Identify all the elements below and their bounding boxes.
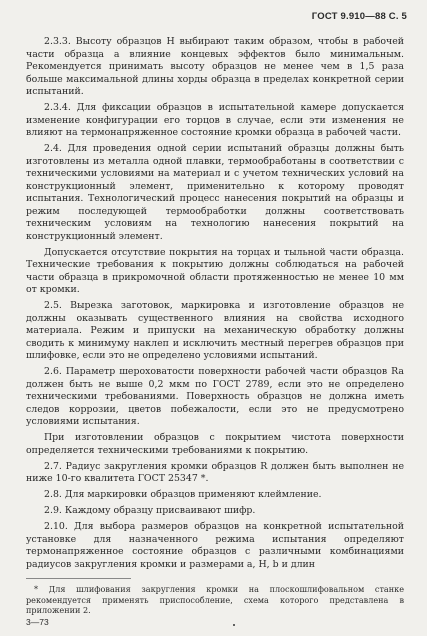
footnote: * Для шлифования закругления кромки на плоскошлифовальном станке рекомендуется применять приспособление, схема которого представлена в приложении 2. bbox=[26, 584, 404, 615]
paragraph-2-7: 2.7. Радиус закругления кромки образцов R должен быть выполнен не ниже 10-го квалитета ГОСТ 25347 *. bbox=[26, 460, 404, 484]
page-mark bbox=[233, 624, 235, 626]
paragraph-2-8: 2.8. Для маркировки образцов применяют клеймление. bbox=[44, 489, 322, 500]
paragraph-coating: Допускается отсутствие покрытия на торцах и тыльной части образца. Технические требования к покрытию должны соблюдаться на рабочей части образца в прикромочной области протяженностью не менее 10 мм от кромки. bbox=[26, 246, 404, 295]
body-text bbox=[26, 36, 404, 575]
paragraph-2-3-3: 2.3.3. Высоту образцов H выбирают таким образом, чтобы в рабочей части образца a влияние концевых эффектов было минимальным. Рекомендуется принимать высоту образцов не менее чем в 1,5 раза больше максимальной длины хорды образца в пределах конкретной серии испытаний. bbox=[26, 36, 404, 97]
page-code: 3—73 bbox=[26, 617, 49, 627]
paragraph-2-6: 2.6. Параметр шероховатости поверхности рабочей части образцов Ra должен быть не выше 0,2 мкм по ГОСТ 2789, если это не определено техническими требованиями. Поверхность образцов не должна иметь следов коррозии, цветов побежалости, если это не предусмотрено условиями испытания. bbox=[26, 366, 404, 427]
paragraph-surface: При изготовлении образцов с покрытием чистота поверхности определяется техническими требованиями к покрытию. bbox=[26, 432, 404, 456]
paragraph-2-4: 2.4. Для проведения одной серии испытаний образцы должны быть изготовлены из металла одной плавки, термообработаны в соответствии с техническими условиями на материал и с учетом технических условий на конструкционный элемент, применительно к которому проводят испытания. Технологический процесс нанесения покрытий на образцы и режим последующей термообработки должны соответствовать техническим условиям на технологию нанесения покрытий на конструкционный элемент. bbox=[26, 143, 404, 242]
paragraph-2-9: 2.9. Каждому образцу присваивают шифр. bbox=[44, 505, 256, 516]
paragraph-2-10: 2.10. Для выбора размеров образцов на конкретной испытательной установке для назначенного режима испытания определяют термонапряженное состояние образцов с различными комбинациями радиусов закругления кромки и размерами a, H, b и длин bbox=[26, 521, 404, 570]
footnote-divider bbox=[26, 578, 131, 579]
paragraph-2-3-4: 2.3.4. Для фиксации образцов в испытательной камере допускается изменение конфигурации его торцов в случае, если эти изменения не влияют на термонапряженное состояние кромки образца в рабочей части. bbox=[26, 102, 404, 138]
paragraph-2-5: 2.5. Вырезка заготовок, маркировка и изготовление образцов не должны оказывать существенного влияния на свойства исходного материала. Режим и припуски на механическую обработку должны сводить к минимуму наклеп и исключить местный перегрев образцов при шлифовке, если это не определено условиями испытаний. bbox=[26, 300, 404, 361]
page-header: ГОСТ 9.910—88 С. 5 bbox=[311, 11, 407, 22]
